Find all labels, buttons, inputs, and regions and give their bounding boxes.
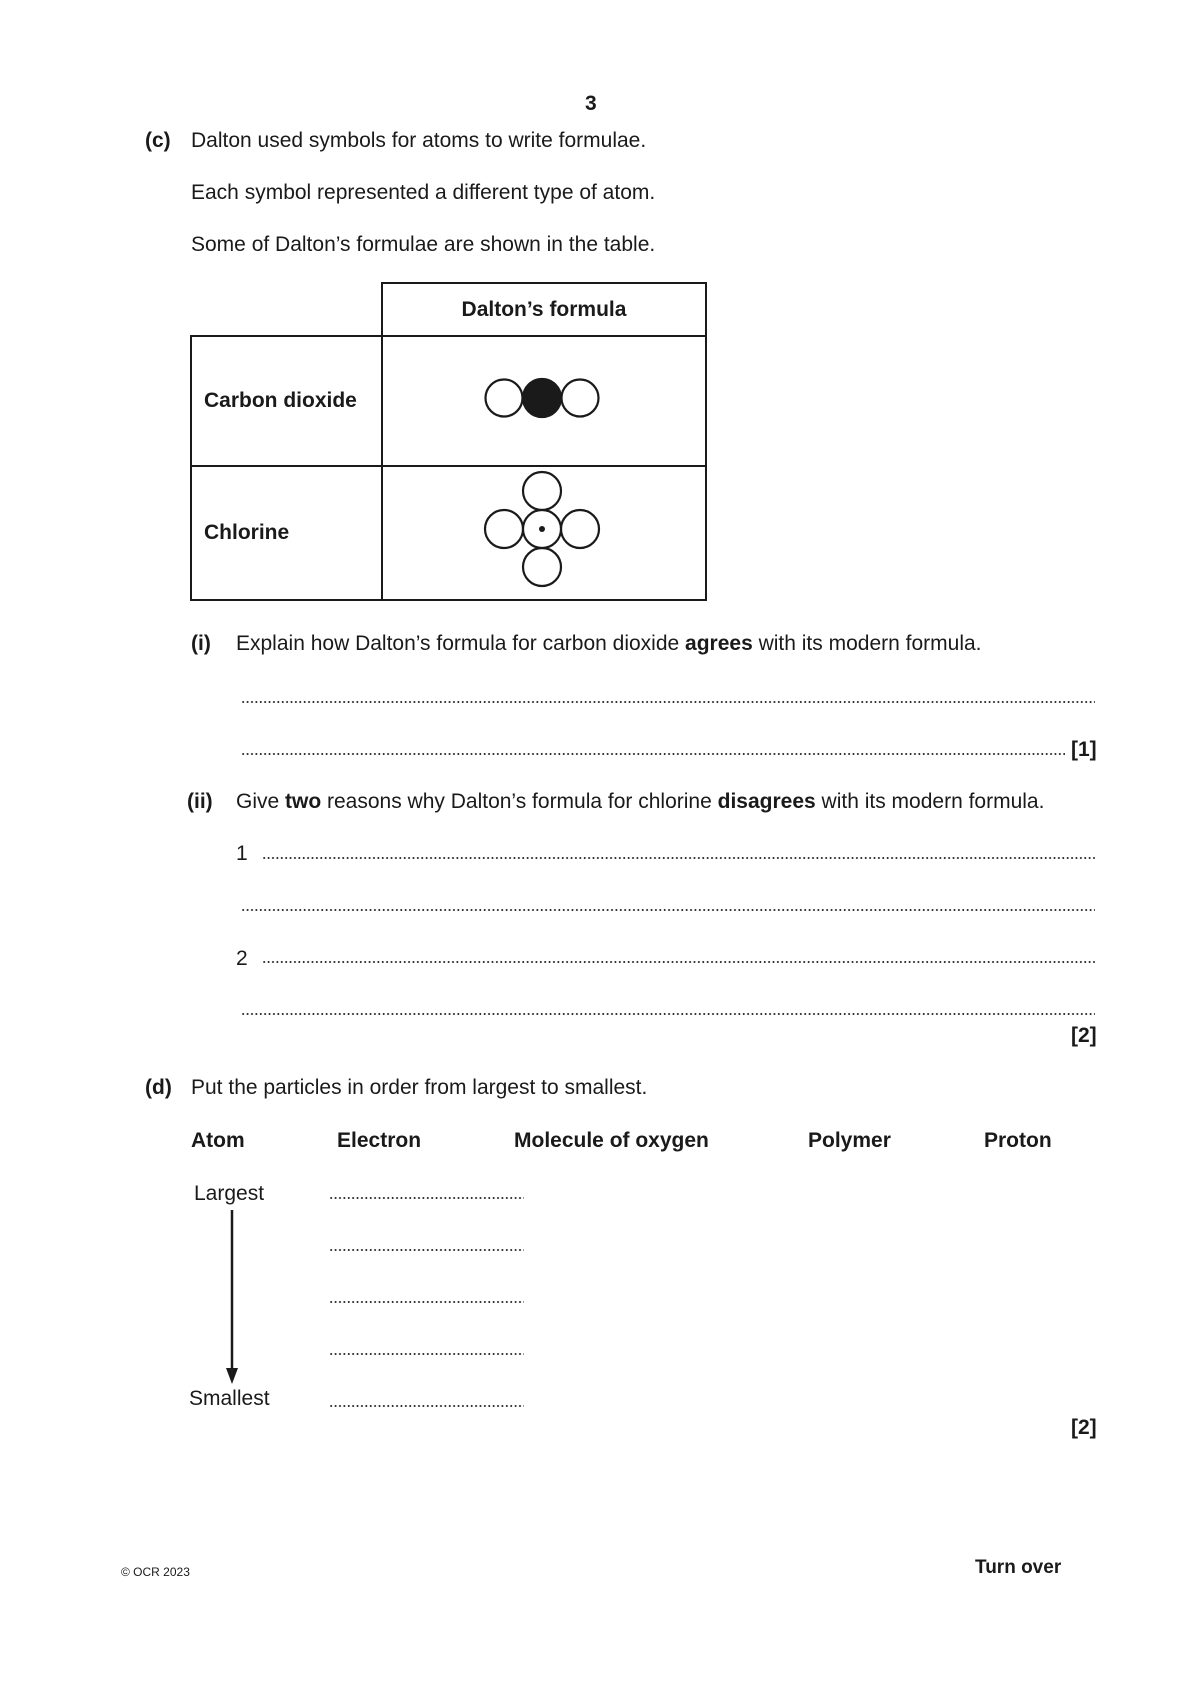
q-i-text-bold: agrees — [685, 632, 753, 655]
q-ii-item-1-number: 1 — [236, 842, 248, 865]
down-arrow-icon — [222, 1210, 242, 1386]
part-d-label: (d) — [145, 1076, 172, 1099]
answer-line-q-ii-1b[interactable] — [241, 908, 1095, 912]
oxygen-atom-icon — [485, 510, 523, 548]
largest-label: Largest — [194, 1182, 265, 1205]
center-dot-icon — [539, 526, 545, 532]
q-ii-text-bold: disagrees — [717, 790, 816, 813]
q-ii-text-part: reasons why Dalton’s formula for chlorine — [321, 790, 718, 813]
answer-line-q-ii-2a[interactable] — [262, 960, 1095, 964]
order-answer-line-1[interactable] — [329, 1196, 524, 1200]
q-ii-text-bold: two — [285, 790, 322, 813]
part-d-prompt: Put the particles in order from largest to smallest. — [191, 1076, 648, 1099]
table-empty-corner — [191, 283, 382, 336]
particle-polymer: Polymer — [808, 1129, 891, 1152]
table-cell-name: Chlorine — [191, 466, 382, 600]
answer-line-q-ii-2b[interactable] — [241, 1012, 1095, 1016]
table-cell-symbol — [382, 466, 706, 600]
table-header-dalton-formula: Dalton’s formula — [382, 283, 706, 336]
q-i-marks: [1] — [1071, 738, 1097, 761]
q-i-text-part: Explain how Dalton’s formula for carbon dioxide — [236, 632, 686, 655]
q-ii-text-part: Give — [236, 790, 286, 813]
carbon-atom-icon — [523, 379, 561, 417]
turn-over-text: Turn over — [975, 1557, 1062, 1578]
part-c-intro-1: Dalton used symbols for atoms to write formulae. — [191, 129, 647, 152]
order-answer-line-5[interactable] — [329, 1404, 524, 1408]
oxygen-atom-icon — [561, 510, 599, 548]
oxygen-atom-icon — [486, 380, 523, 417]
q-i-label: (i) — [191, 632, 211, 655]
part-c-label: (c) — [145, 129, 171, 152]
oxygen-atom-icon — [523, 472, 561, 510]
carbon-dioxide-symbol-icon — [479, 373, 609, 423]
answer-line-q-i-1[interactable] — [241, 700, 1095, 704]
particle-molecule-of-oxygen: Molecule of oxygen — [514, 1129, 709, 1152]
q-ii-label: (ii) — [187, 790, 213, 813]
page-number: 3 — [585, 92, 597, 115]
q-ii-text — [236, 790, 1044, 814]
order-answer-line-3[interactable] — [329, 1300, 524, 1304]
part-d-marks: [2] — [1071, 1416, 1097, 1439]
table-row-carbon-dioxide — [191, 336, 706, 466]
q-i-text — [236, 632, 982, 656]
oxygen-atom-icon — [562, 380, 599, 417]
order-answer-line-2[interactable] — [329, 1248, 524, 1252]
copyright-text: © OCR 2023 — [121, 1565, 190, 1579]
q-ii-text-part: with its modern formula. — [815, 790, 1045, 813]
q-ii-marks: [2] — [1071, 1024, 1097, 1047]
dalton-formula-table — [190, 282, 707, 601]
particle-atom: Atom — [191, 1129, 245, 1152]
q-ii-item-2-number: 2 — [236, 947, 248, 970]
smallest-label: Smallest — [189, 1387, 270, 1410]
particle-electron: Electron — [337, 1129, 422, 1152]
table-row-chlorine — [191, 466, 706, 600]
q-i-text-part: with its modern formula. — [752, 632, 982, 655]
table-cell-symbol — [382, 336, 706, 466]
table-cell-name: Carbon dioxide — [191, 336, 382, 466]
part-c-intro-3: Some of Dalton’s formulae are shown in the table. — [191, 233, 656, 256]
oxygen-atom-icon — [523, 548, 561, 586]
chlorine-symbol-icon — [479, 467, 609, 593]
part-c-intro-2: Each symbol represented a different type of atom. — [191, 181, 656, 204]
answer-line-q-ii-1a[interactable] — [262, 856, 1095, 860]
order-answer-line-4[interactable] — [329, 1352, 524, 1356]
particle-proton: Proton — [984, 1129, 1052, 1152]
answer-line-q-i-2[interactable] — [241, 752, 1065, 756]
